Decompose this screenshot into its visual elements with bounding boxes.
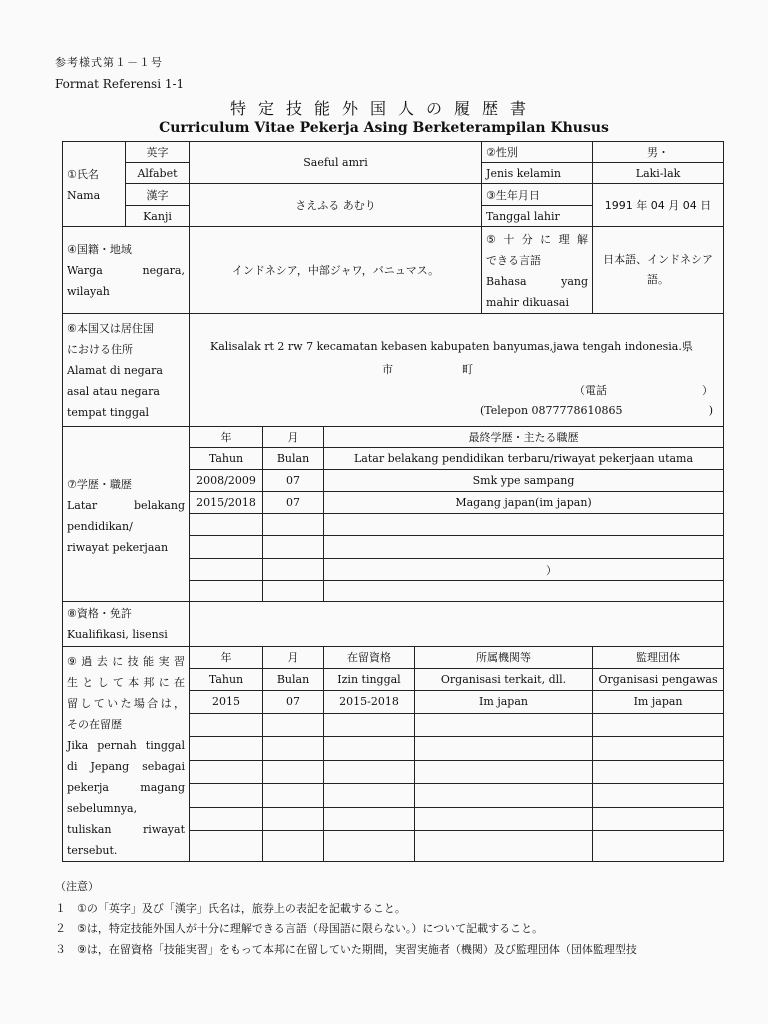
stay-org[interactable]	[415, 784, 593, 808]
stay-col-status-en: Izin tinggal	[324, 668, 415, 691]
stay-month[interactable]	[263, 784, 324, 808]
name-kanji-value[interactable]: さえふる あむり	[190, 184, 482, 227]
document-title-jp: 特定技能外国人の履歴書	[229, 99, 538, 118]
stay-status[interactable]: 2015-2018	[324, 691, 415, 714]
address-label-cell	[63, 314, 190, 427]
language-label-cell	[482, 227, 593, 314]
stay-col-org-en: Organisasi terkait, dll.	[415, 668, 593, 691]
education-col-desc-jp: 最終学歴・主たる職歴	[324, 427, 724, 448]
kanji-label-en: Kanji	[126, 206, 190, 227]
nationality-label-cell	[63, 227, 190, 314]
stay-col-sup-jp: 監理団体	[593, 647, 724, 669]
stay-org[interactable]: Im japan	[415, 691, 593, 714]
stay-col-sup-en: Organisasi pengawas	[593, 668, 724, 691]
stay-label-en-2: di Jepang sebagai	[67, 760, 185, 773]
stay-status[interactable]	[324, 713, 415, 737]
stay-month[interactable]	[263, 807, 324, 831]
stay-label-en-6: tersebut.	[67, 844, 118, 857]
birth-date-value[interactable]: 1991 年 04 月 04 日	[593, 184, 724, 227]
stay-month[interactable]	[263, 760, 324, 784]
education-month[interactable]: 07	[263, 470, 324, 492]
document-title-en: Curriculum Vitae Pekerja Asing Berketerampilan Khusus	[159, 120, 609, 136]
language-value-2: 語。	[647, 273, 670, 286]
stay-supervisor[interactable]	[593, 737, 724, 761]
stay-label-jp-3: 留していた場合は，	[67, 697, 185, 710]
note-3: ３ ⑨は，在留資格「技能実習」をもって本邦に在留していた期間，実習実施者（機関）及び監理団体（団体監理型技	[55, 943, 637, 956]
stay-year[interactable]: 2015	[190, 691, 263, 714]
address-tel-en-close: )	[708, 404, 714, 417]
stay-status[interactable]	[324, 760, 415, 784]
education-year[interactable]: 2015/2018	[190, 492, 263, 514]
stay-status[interactable]	[324, 737, 415, 761]
address-label-en-3: tempat tinggal	[67, 406, 150, 419]
education-label-en-1: Latar belakang	[67, 499, 185, 512]
address-label-en-2: asal atau negara	[67, 385, 160, 398]
birth-label-en: Tanggal lahir	[482, 206, 593, 227]
license-label-cell	[63, 602, 190, 647]
stay-col-month-en: Bulan	[263, 668, 324, 691]
education-year[interactable]	[190, 559, 263, 581]
stay-org[interactable]	[415, 807, 593, 831]
education-col-month-jp: 月	[263, 427, 324, 448]
education-col-month-en: Bulan	[263, 448, 324, 470]
nationality-label-en-1: Warga negara,	[67, 263, 185, 277]
language-label-jp-1: ⑤十分に理解	[486, 233, 589, 246]
stay-col-year-en: Tahun	[190, 668, 263, 691]
license-value[interactable]	[190, 602, 724, 647]
stay-year[interactable]	[190, 713, 263, 737]
stay-org[interactable]	[415, 713, 593, 737]
note-2: ２ ⑤は，特定技能外国人が十分に理解できる言語（母国語に限らない。）について記載すること。	[55, 922, 544, 935]
education-month[interactable]	[263, 581, 324, 602]
stay-month[interactable]	[263, 831, 324, 862]
name-label-en: Nama	[67, 189, 101, 202]
note-1: １ ①の「英字」及び「漢字」氏名は，旅券上の表記を記載すること。	[55, 902, 406, 915]
address-tel-jp-close: ）	[702, 384, 714, 397]
education-desc[interactable]: Magang japan(im japan)	[324, 492, 724, 514]
language-value[interactable]	[593, 227, 724, 314]
stay-supervisor[interactable]	[593, 713, 724, 737]
stay-month[interactable]	[263, 737, 324, 761]
stay-month[interactable]: 07	[263, 691, 324, 714]
education-label-jp: ⑦学歴・職歴	[67, 478, 132, 491]
alphabet-label-en: Alfabet	[126, 163, 190, 184]
stay-year[interactable]	[190, 831, 263, 862]
language-label-en-2: mahir dikuasai	[486, 296, 569, 309]
education-desc[interactable]	[324, 514, 724, 536]
stay-status[interactable]	[324, 784, 415, 808]
stay-org[interactable]	[415, 831, 593, 862]
nationality-label-jp: ④国籍・地域	[67, 242, 132, 256]
education-label-en-2: pendidikan/	[67, 520, 133, 533]
license-label-jp: ⑧資格・免許	[67, 607, 132, 620]
address-town-label: 町	[462, 363, 473, 376]
stay-year[interactable]	[190, 784, 263, 808]
education-col-year-en: Tahun	[190, 448, 263, 470]
stay-label-jp-2: 生として本邦に在	[67, 676, 185, 689]
education-year[interactable]	[190, 536, 263, 559]
stay-label-jp-4: その在留歴	[67, 718, 122, 731]
education-year[interactable]	[190, 581, 263, 602]
stay-supervisor[interactable]	[593, 831, 724, 862]
gender-value-en[interactable]: Laki-lak	[593, 163, 724, 184]
nationality-label-en-2: wilayah	[67, 284, 110, 298]
stay-status[interactable]	[324, 807, 415, 831]
education-desc[interactable]: Smk ype sampang	[324, 470, 724, 492]
education-year[interactable]: 2008/2009	[190, 470, 263, 492]
stay-col-month-jp: 月	[263, 647, 324, 669]
stay-supervisor[interactable]: Im japan	[593, 691, 724, 714]
education-desc[interactable]: ）	[324, 559, 724, 581]
stay-year[interactable]	[190, 760, 263, 784]
stay-label-en-3: pekerja magang	[67, 781, 185, 794]
stay-label-cell	[63, 647, 190, 862]
education-desc[interactable]	[324, 536, 724, 559]
stay-label-jp-1: ⑨過去に技能実習	[67, 655, 185, 668]
education-month[interactable]	[263, 514, 324, 536]
gender-value-jp[interactable]: 男・	[593, 142, 724, 163]
education-month[interactable]: 07	[263, 492, 324, 514]
stay-status[interactable]	[324, 831, 415, 862]
stay-col-year-jp: 年	[190, 647, 263, 669]
education-label-en-3: riwayat pekerjaan	[67, 541, 169, 554]
stay-col-org-jp: 所属機関等	[415, 647, 593, 669]
birth-label-jp: ③生年月日	[482, 184, 593, 206]
stay-label-en-1: Jika pernah tinggal	[67, 739, 185, 752]
address-label-jp-1: ⑥本国又は居住国	[67, 322, 154, 335]
stay-col-status-jp: 在留資格	[324, 647, 415, 669]
education-month[interactable]	[263, 536, 324, 559]
language-label-jp-2: できる言語	[486, 254, 542, 267]
stay-label-en-4: sebelumnya,	[67, 802, 138, 815]
alphabet-label-jp: 英字	[126, 142, 190, 163]
education-year[interactable]	[190, 514, 263, 536]
education-label-cell	[63, 427, 190, 602]
stay-year[interactable]	[190, 737, 263, 761]
address-tel-jp-open: （電話	[574, 384, 607, 397]
gender-label-jp: ②性別	[482, 142, 593, 163]
stay-year[interactable]	[190, 807, 263, 831]
stay-month[interactable]	[263, 713, 324, 737]
cv-form-table	[62, 141, 724, 862]
education-desc[interactable]	[324, 581, 724, 602]
stay-org[interactable]	[415, 737, 593, 761]
kanji-label-jp: 漢字	[126, 184, 190, 206]
license-label-en: Kualifikasi, lisensi	[67, 628, 168, 641]
education-col-desc-en: Latar belakang pendidikan terbaru/riwayat pekerjaan utama	[324, 448, 724, 470]
stay-supervisor[interactable]	[593, 760, 724, 784]
stay-supervisor[interactable]	[593, 784, 724, 808]
education-month[interactable]	[263, 559, 324, 581]
gender-label-en: Jenis kelamin	[482, 163, 593, 184]
name-alphabet-value[interactable]: Saeful amri	[190, 142, 482, 184]
nationality-value[interactable]: インドネシア，中部ジャワ，バニュマス。	[190, 227, 482, 314]
address-tel-en: (Telepon 0877778610865	[480, 404, 623, 417]
stay-org[interactable]	[415, 760, 593, 784]
language-label-en-1: Bahasa yang	[486, 275, 589, 288]
notes-heading: （注意）	[55, 880, 99, 893]
stay-label-en-5: tuliskan riwayat	[67, 823, 185, 836]
language-value-1: 日本語、インドネシア	[603, 253, 713, 266]
address-label-jp-2: における住所	[67, 343, 133, 356]
name-label-cell	[63, 142, 126, 227]
reference-format-jp: 参考様式第１－１号	[55, 56, 163, 69]
address-city-label: 市	[382, 363, 393, 376]
address-value-cell[interactable]	[190, 314, 724, 427]
education-col-year-jp: 年	[190, 427, 263, 448]
reference-format-en: Format Referensi 1-1	[55, 77, 185, 91]
address-label-en-1: Alamat di negara	[67, 364, 163, 377]
address-line-1: Kalisalak rt 2 rw 7 kecamatan kebasen kabupaten banyumas,jawa tengah indonesia.県	[210, 340, 693, 353]
stay-supervisor[interactable]	[593, 807, 724, 831]
name-label-jp: ①氏名	[67, 168, 99, 181]
